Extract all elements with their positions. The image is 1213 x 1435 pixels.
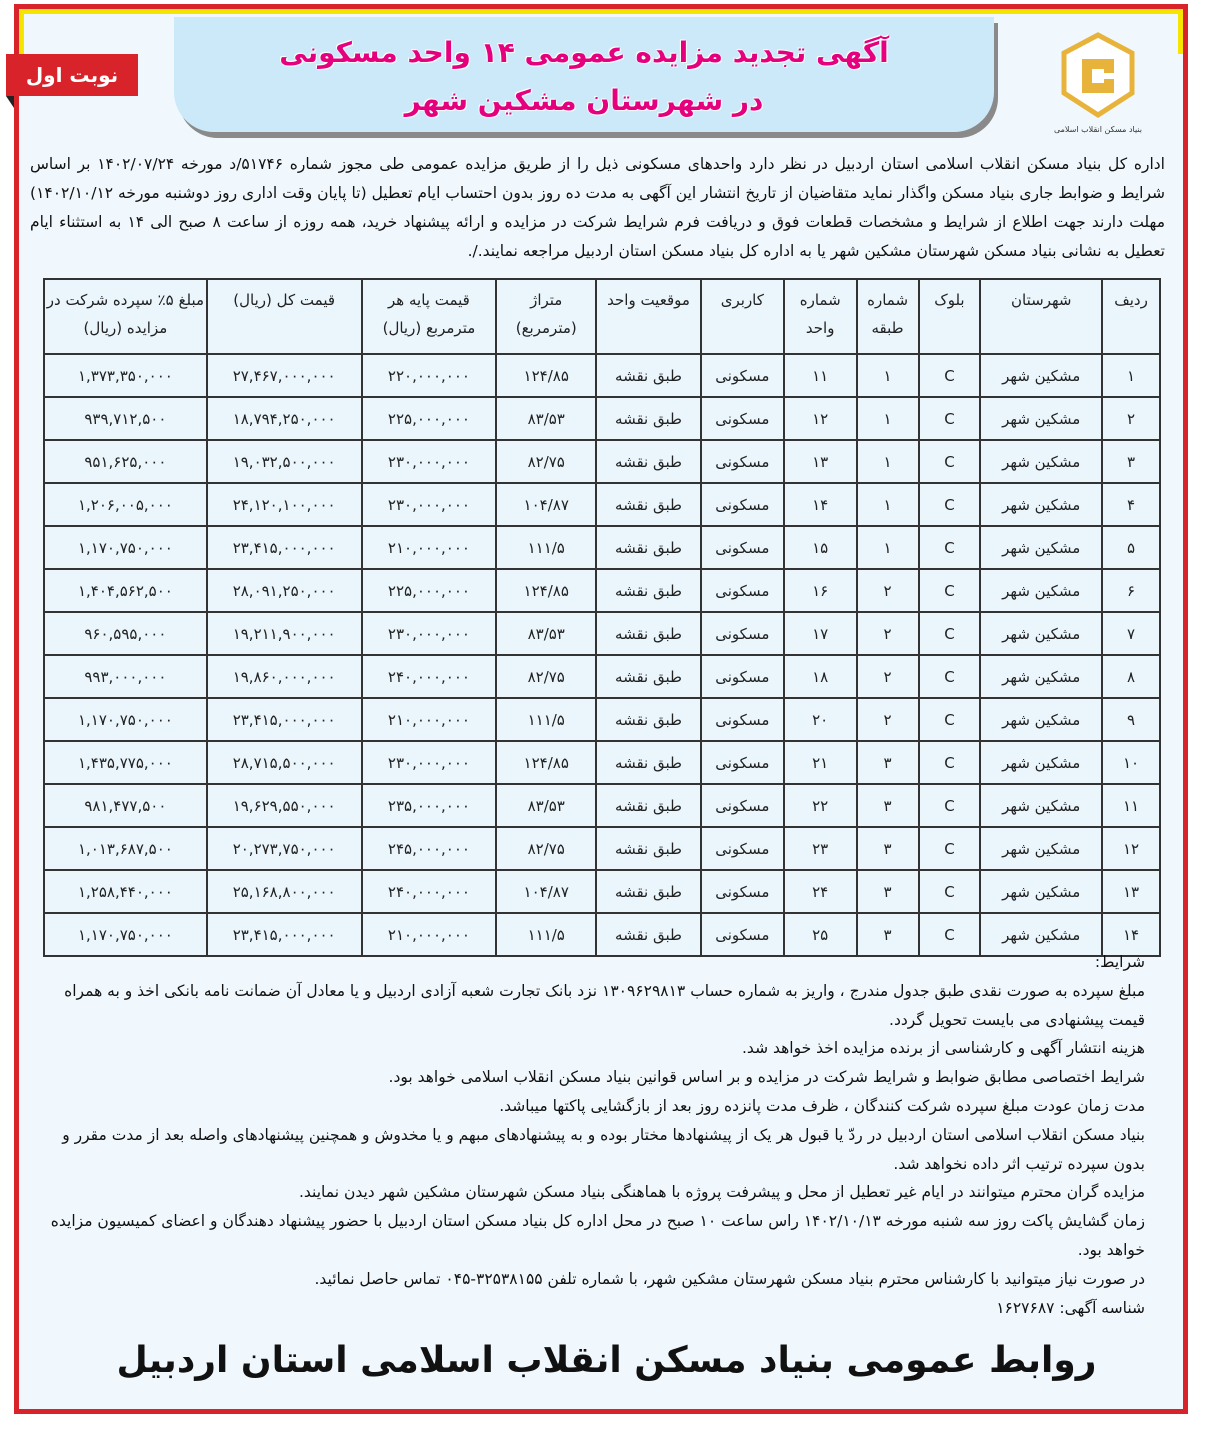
table-cell: ۱۳: [1102, 870, 1160, 913]
table-cell: ۲۲: [784, 784, 857, 827]
table-cell: ۲۵: [784, 913, 857, 956]
table-cell: ۱,۰۱۳,۶۸۷,۵۰۰: [44, 827, 207, 870]
table-cell: C: [919, 913, 981, 956]
table-cell: مشکین شهر: [980, 526, 1102, 569]
column-header: شماره واحد: [784, 279, 857, 354]
column-header: بلوک: [919, 279, 981, 354]
table-cell: ۱,۲۵۸,۴۴۰,۰۰۰: [44, 870, 207, 913]
table-cell: ۱,۱۷۰,۷۵۰,۰۰۰: [44, 698, 207, 741]
table-cell: ۱۰۴/۸۷: [496, 870, 596, 913]
table-cell: ۹۸۱,۴۷۷,۵۰۰: [44, 784, 207, 827]
table-cell: ۲۲۰,۰۰۰,۰۰۰: [362, 354, 497, 397]
table-row: [44, 655, 1160, 698]
table-cell: ۲۳۰,۰۰۰,۰۰۰: [362, 483, 497, 526]
table-cell: طبق نقشه: [596, 440, 701, 483]
table-cell: C: [919, 827, 981, 870]
table-cell: ۱: [857, 354, 919, 397]
table-row: [44, 569, 1160, 612]
table-cell: ۱: [857, 526, 919, 569]
table-cell: ۳: [857, 870, 919, 913]
table-cell: ۱۳: [784, 440, 857, 483]
table-cell: طبق نقشه: [596, 827, 701, 870]
table-cell: ۱: [857, 397, 919, 440]
table-cell: طبق نقشه: [596, 655, 701, 698]
table-cell: ۹۹۳,۰۰۰,۰۰۰: [44, 655, 207, 698]
table-cell: طبق نقشه: [596, 354, 701, 397]
title-banner: [174, 17, 994, 132]
logo-caption: بنیاد مسکن انقلاب اسلامی: [1053, 125, 1143, 134]
table-cell: ۲۳۵,۰۰۰,۰۰۰: [362, 784, 497, 827]
table-cell: C: [919, 354, 981, 397]
table-cell: ۱۸,۷۹۴,۲۵۰,۰۰۰: [207, 397, 362, 440]
table-cell: ۲۳۰,۰۰۰,۰۰۰: [362, 440, 497, 483]
table-cell: مسکونی: [701, 569, 784, 612]
table-cell: ۲۱: [784, 741, 857, 784]
table-cell: طبق نقشه: [596, 870, 701, 913]
table-row: [44, 784, 1160, 827]
table-cell: ۲: [1102, 397, 1160, 440]
intro-paragraph: اداره کل بنیاد مسکن انقلاب اسلامی استان اردبیل در نظر دارد واحدهای مسکونی ذیل را از طریق مزایده عمومی طی مجوز شماره ۵۱۷۴۶/د مورخه ۱۴۰۲/۰۷/۲۴ بر اساس شرایط و ضوابط جاری بنیاد مسکن واگذار نماید متقاضیان از تاریخ انتشار این آگهی به مدت ده روز بدون احتساب ایام تعطیل (تا پایان وقت اداری روز دوشنبه مورخه ۱۴۰۲/۱۰/۱۲) مهلت دارند جهت اطلاع از شرایط و مشخصات قطعات فوق و دریافت فرم شرایط شرکت در مزایده و ارائه پیشنهاد خرید، همه روزه از ساعت ۸ صبح الی ۱۴ به استثناء ایام تعطیل به نشانی بنیاد مسکن شهرستان مشکین شهر یا به اداره کل بنیاد مسکن استان اردبیل مراجعه نمایند./.: [30, 155, 1165, 260]
table-cell: ۲۱۰,۰۰۰,۰۰۰: [362, 526, 497, 569]
table-cell: ۸۳/۵۳: [496, 397, 596, 440]
column-header: موقعیت واحد: [596, 279, 701, 354]
table-cell: ۱,۴۳۵,۷۷۵,۰۰۰: [44, 741, 207, 784]
table-cell: ۲۴۰,۰۰۰,۰۰۰: [362, 655, 497, 698]
table-cell: C: [919, 569, 981, 612]
table-cell: ۲۴,۱۲۰,۱۰۰,۰۰۰: [207, 483, 362, 526]
table-cell: مسکونی: [701, 440, 784, 483]
table-cell: ۱,۴۰۴,۵۶۲,۵۰۰: [44, 569, 207, 612]
table-cell: مشکین شهر: [980, 354, 1102, 397]
table-cell: ۲۵,۱۶۸,۸۰۰,۰۰۰: [207, 870, 362, 913]
table-cell: ۳: [1102, 440, 1160, 483]
table-cell: مشکین شهر: [980, 440, 1102, 483]
table-header-row: [44, 279, 1160, 354]
table-cell: ۲: [857, 698, 919, 741]
table-cell: ۲۳,۴۱۵,۰۰۰,۰۰۰: [207, 526, 362, 569]
table-cell: ۱۱: [784, 354, 857, 397]
column-header: قیمت پایه هر مترمربع (ریال): [362, 279, 497, 354]
table-cell: ۱۲۴/۸۵: [496, 741, 596, 784]
table-cell: ۸۲/۷۵: [496, 440, 596, 483]
table-row: [44, 741, 1160, 784]
table-cell: مسکونی: [701, 655, 784, 698]
table-cell: ۲۴۵,۰۰۰,۰۰۰: [362, 827, 497, 870]
table-cell: ۷: [1102, 612, 1160, 655]
table-cell: مشکین شهر: [980, 483, 1102, 526]
table-cell: مسکونی: [701, 397, 784, 440]
table-cell: ۱۲: [1102, 827, 1160, 870]
table-cell: مسکونی: [701, 913, 784, 956]
table-cell: ۱۰: [1102, 741, 1160, 784]
table-row: [44, 827, 1160, 870]
table-cell: مشکین شهر: [980, 612, 1102, 655]
table-cell: ۱۲۴/۸۵: [496, 354, 596, 397]
table-cell: مسکونی: [701, 526, 784, 569]
units-table: [43, 278, 1161, 957]
table-cell: ۱۹,۸۶۰,۰۰۰,۰۰۰: [207, 655, 362, 698]
table-cell: ۱۷: [784, 612, 857, 655]
table-cell: ۶: [1102, 569, 1160, 612]
table-cell: مشکین شهر: [980, 784, 1102, 827]
table-cell: مشکین شهر: [980, 397, 1102, 440]
table-cell: ۹: [1102, 698, 1160, 741]
condition-item: شرایط اختصاصی مطابق ضوابط و شرایط شرکت در مزایده و بر اساس قوانین بنیاد مسکن انقلاب اسلامی خواهد بود.: [388, 1068, 1145, 1087]
table-row: [44, 698, 1160, 741]
table-cell: ۳: [857, 741, 919, 784]
table-cell: ۴: [1102, 483, 1160, 526]
table-cell: ۱۴: [784, 483, 857, 526]
table-cell: ۲: [857, 655, 919, 698]
table-cell: ۱,۳۷۳,۳۵۰,۰۰۰: [44, 354, 207, 397]
table-cell: مشکین شهر: [980, 827, 1102, 870]
table-cell: ۱: [1102, 354, 1160, 397]
table-cell: ۱: [857, 483, 919, 526]
table-cell: ۱,۲۰۶,۰۰۵,۰۰۰: [44, 483, 207, 526]
table-cell: مسکونی: [701, 741, 784, 784]
table-row: [44, 612, 1160, 655]
condition-item: مدت زمان عودت مبلغ سپرده شرکت کنندگان ، ظرف مدت پانزده روز بعد از بازگشایی پاکتها میباشد.: [499, 1096, 1145, 1115]
table-cell: ۱۹,۲۱۱,۹۰۰,۰۰۰: [207, 612, 362, 655]
table-cell: ۱۹,۶۲۹,۵۵۰,۰۰۰: [207, 784, 362, 827]
table-cell: C: [919, 698, 981, 741]
table-cell: ۳: [857, 913, 919, 956]
table-cell: ۲۲۵,۰۰۰,۰۰۰: [362, 569, 497, 612]
table-cell: ۲۰: [784, 698, 857, 741]
table-cell: ۱: [857, 440, 919, 483]
table-cell: مشکین شهر: [980, 741, 1102, 784]
table-row: [44, 483, 1160, 526]
table-cell: طبق نقشه: [596, 913, 701, 956]
table-cell: طبق نقشه: [596, 741, 701, 784]
table-cell: ۱۹,۰۳۲,۵۰۰,۰۰۰: [207, 440, 362, 483]
table-cell: طبق نقشه: [596, 698, 701, 741]
table-cell: مشکین شهر: [980, 655, 1102, 698]
table-cell: مسکونی: [701, 354, 784, 397]
table-cell: ۹۶۰,۵۹۵,۰۰۰: [44, 612, 207, 655]
footer-signature: روابط عمومی بنیاد مسکن انقلاب اسلامی استان اردبیل: [116, 1340, 1097, 1381]
table-cell: ۱۱: [1102, 784, 1160, 827]
table-cell: ۱۴: [1102, 913, 1160, 956]
condition-item: مزایده گران محترم میتوانند در ایام غیر تعطیل از محل و پیشرفت پروژه با هماهنگی بنیاد مسکن شهرستان مشکین شهر دیدن نمایند.: [298, 1183, 1145, 1202]
table-cell: مشکین شهر: [980, 913, 1102, 956]
table-cell: C: [919, 655, 981, 698]
table-cell: ۸۳/۵۳: [496, 784, 596, 827]
table-cell: ۲۲۵,۰۰۰,۰۰۰: [362, 397, 497, 440]
table-row: [44, 870, 1160, 913]
table-cell: ۱۲: [784, 397, 857, 440]
table-cell: ۲۳۰,۰۰۰,۰۰۰: [362, 612, 497, 655]
table-cell: مسکونی: [701, 870, 784, 913]
table-cell: ۲۳,۴۱۵,۰۰۰,۰۰۰: [207, 913, 362, 956]
table-cell: طبق نقشه: [596, 397, 701, 440]
table-cell: مشکین شهر: [980, 870, 1102, 913]
table-cell: C: [919, 741, 981, 784]
table-cell: ۲۳۰,۰۰۰,۰۰۰: [362, 741, 497, 784]
table-row: [44, 397, 1160, 440]
table-cell: ۲۴۰,۰۰۰,۰۰۰: [362, 870, 497, 913]
table-cell: ۲۱۰,۰۰۰,۰۰۰: [362, 913, 497, 956]
title-line-1: آگهی تجدید مزایده عمومی ۱۴ واحد مسکونی: [279, 36, 889, 69]
table-cell: طبق نقشه: [596, 612, 701, 655]
table-cell: مسکونی: [701, 784, 784, 827]
table-cell: ۸۳/۵۳: [496, 612, 596, 655]
title-line-2: در شهرستان مشکین شهر: [404, 84, 764, 117]
condition-item: بنیاد مسکن انقلاب اسلامی استان اردبیل در ردّ یا قبول هر یک از پیشنهادها مختار بوده و به پیشنهادهای مبهم و یا مخدوش و همچنین پیشنهادهای واصله بعد از مدت مقرر و بدون سپرده ترتیب اثر داده نخواهد شد.: [62, 1125, 1145, 1173]
table-cell: ۱۸: [784, 655, 857, 698]
table-cell: C: [919, 526, 981, 569]
table-cell: C: [919, 440, 981, 483]
table-cell: ۱۲۴/۸۵: [496, 569, 596, 612]
condition-item: زمان گشایش پاکت روز سه شنبه مورخه ۱۴۰۲/۱۰/۱۳ راس ساعت ۱۰ صبح در محل اداره کل بنیاد مسکن استان اردبیل با حضور پیشنهاد دهندگان و اعضای کمیسیون مزایده خواهد بود.: [50, 1212, 1145, 1259]
table-cell: ۲۱۰,۰۰۰,۰۰۰: [362, 698, 497, 741]
column-header: ردیف: [1102, 279, 1160, 354]
table-cell: ۲۳,۴۱۵,۰۰۰,۰۰۰: [207, 698, 362, 741]
column-header: متراژ (مترمربع): [496, 279, 596, 354]
table-cell: C: [919, 870, 981, 913]
table-cell: ۱۵: [784, 526, 857, 569]
table-cell: ۱۱۱/۵: [496, 698, 596, 741]
table-cell: ۱,۱۷۰,۷۵۰,۰۰۰: [44, 526, 207, 569]
table-cell: ۵: [1102, 526, 1160, 569]
table-cell: طبق نقشه: [596, 784, 701, 827]
table-cell: ۸۲/۷۵: [496, 827, 596, 870]
table-cell: ۲۳: [784, 827, 857, 870]
table-row: [44, 354, 1160, 397]
bonyad-maskan-logo: [1053, 31, 1143, 141]
table-cell: ۲: [857, 612, 919, 655]
table-row: [44, 440, 1160, 483]
table-cell: ۱۱۱/۵: [496, 526, 596, 569]
table-cell: مشکین شهر: [980, 569, 1102, 612]
table-cell: C: [919, 784, 981, 827]
table-cell: C: [919, 612, 981, 655]
column-header: مبلغ ۵٪ سپرده شرکت در مزایده (ریال): [44, 279, 207, 354]
condition-item: مبلغ سپرده به صورت نقدی طبق جدول مندرج ، واریز به شماره حساب ۱۳۰۹۶۲۹۸۱۳ نزد بانک تجارت شعبه آزادی اردبیل و یا معادل آن ضمانت نامه بانکی اخذ و به همراه قیمت پیشنهادی می بایست تحویل گردد.: [64, 981, 1145, 1029]
column-header: شماره طبقه: [857, 279, 919, 354]
condition-item: هزینه انتشار آگهی و کارشناسی از برنده مزایده اخذ خواهد شد.: [742, 1039, 1145, 1058]
table-cell: ۱۱۱/۵: [496, 913, 596, 956]
table-cell: مسکونی: [701, 827, 784, 870]
table-cell: ۲۷,۴۶۷,۰۰۰,۰۰۰: [207, 354, 362, 397]
table-cell: مسکونی: [701, 698, 784, 741]
condition-item: در صورت نیاز میتوانید با کارشناس محترم بنیاد مسکن شهرستان مشکین شهر، با شماره تلفن ۳۲۵۳۸۱۵۵-۰۴۵ تماس حاصل نمائید.: [314, 1269, 1145, 1288]
table-cell: ۱۰۴/۸۷: [496, 483, 596, 526]
column-header: شهرستان: [980, 279, 1102, 354]
table-cell: ۲۴: [784, 870, 857, 913]
table-cell: ۳: [857, 827, 919, 870]
table-cell: ۱۶: [784, 569, 857, 612]
table-cell: ۲۸,۰۹۱,۲۵۰,۰۰۰: [207, 569, 362, 612]
table-cell: ۹۳۹,۷۱۲,۵۰۰: [44, 397, 207, 440]
table-cell: طبق نقشه: [596, 483, 701, 526]
column-header: کاربری: [701, 279, 784, 354]
logo-emblem-icon: [1058, 31, 1138, 121]
table-cell: مسکونی: [701, 612, 784, 655]
table-cell: ۸: [1102, 655, 1160, 698]
conditions-section: [40, 948, 1165, 1322]
table-cell: ۲۸,۷۱۵,۵۰۰,۰۰۰: [207, 741, 362, 784]
table-cell: C: [919, 397, 981, 440]
table-cell: طبق نقشه: [596, 569, 701, 612]
table-cell: ۳: [857, 784, 919, 827]
table-cell: ۲۰,۲۷۳,۷۵۰,۰۰۰: [207, 827, 362, 870]
table-cell: مشکین شهر: [980, 698, 1102, 741]
table-cell: ۱,۱۷۰,۷۵۰,۰۰۰: [44, 913, 207, 956]
first-round-badge: نوبت اول: [6, 54, 138, 96]
table-cell: ۹۵۱,۶۲۵,۰۰۰: [44, 440, 207, 483]
condition-item: شناسه آگهی: ۱۶۲۷۶۸۷: [996, 1298, 1145, 1317]
column-header: قیمت کل (ریال): [207, 279, 362, 354]
table-cell: مسکونی: [701, 483, 784, 526]
conditions-heading: شرایط:: [1094, 953, 1145, 971]
table-cell: C: [919, 483, 981, 526]
table-cell: ۸۲/۷۵: [496, 655, 596, 698]
table-cell: طبق نقشه: [596, 526, 701, 569]
table-cell: ۲: [857, 569, 919, 612]
table-row: [44, 526, 1160, 569]
